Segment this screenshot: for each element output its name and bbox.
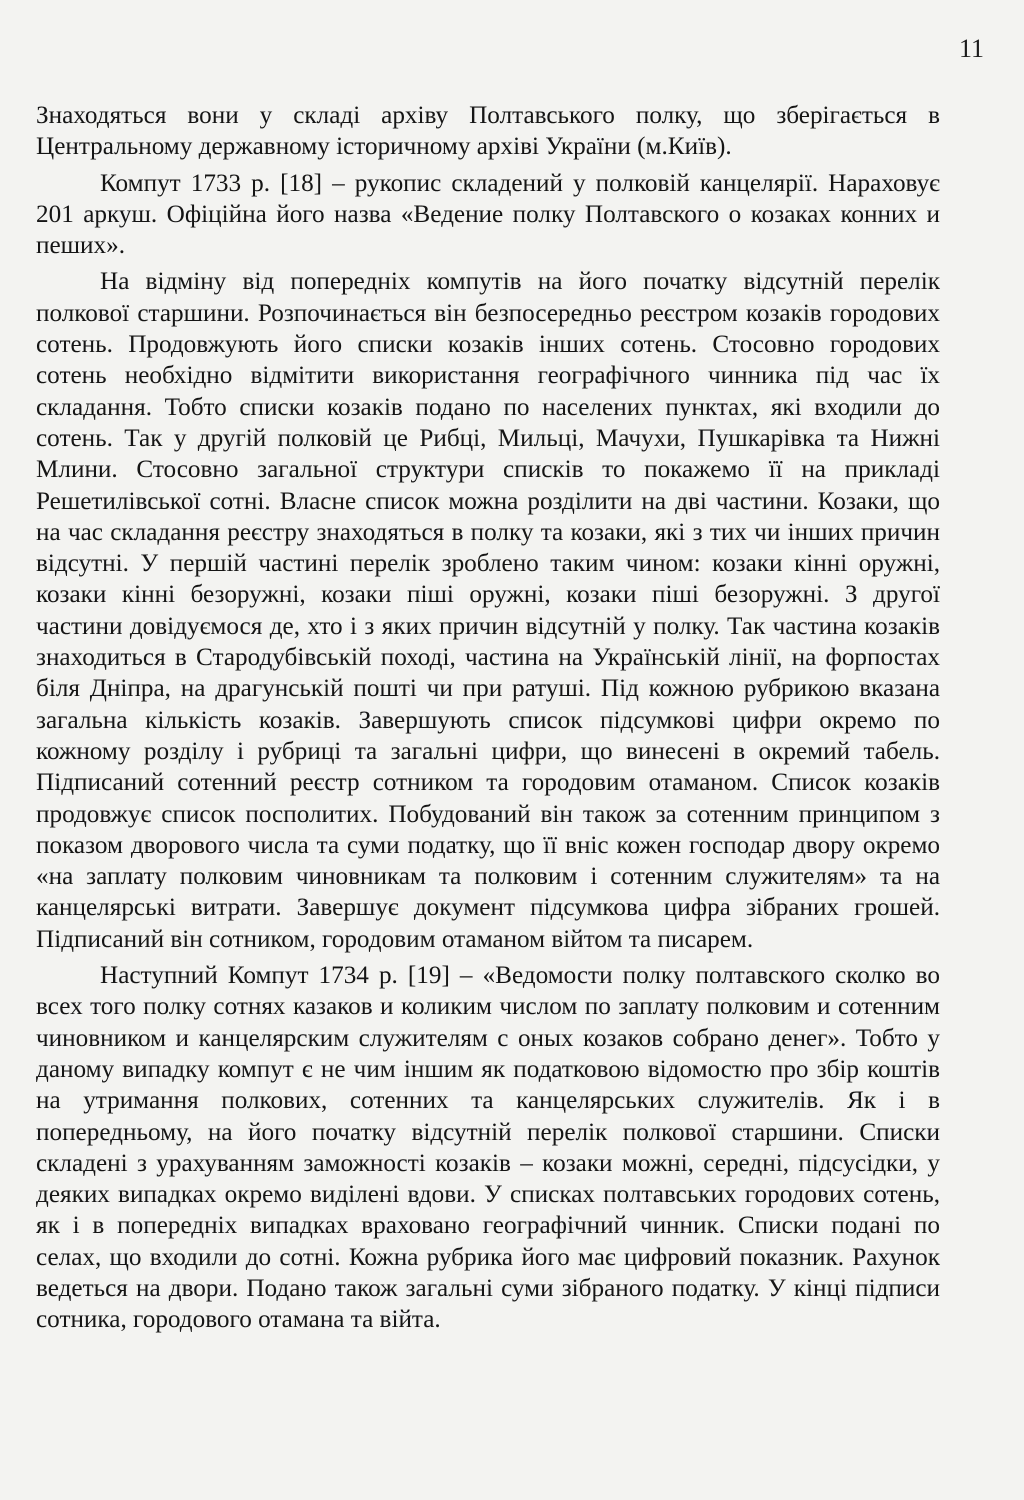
page-number: 11	[958, 34, 984, 63]
paragraph-archive-location: Знаходяться вони у складі архіву Полтавського полку, що зберігається в Центральному державному історичному архіві України (м.Київ).	[36, 102, 940, 161]
body-text	[36, 100, 940, 1336]
paragraph-kompyut-1733: Компут 1733 р. [18] – рукопис складений у полковій канцелярії. Нараховує 201 аркуш. Офіційна його назва «Ведение полку Полтавского о козаках конних и пеших».	[36, 169, 940, 260]
paragraph-kompyut-1734: Наступний Компут 1734 р. [19] – «Ведомости полку полтавского сколко во всех того полку сотнях казаков и коликим числом по заплату полковим и сотенним чиновником и канцелярским служителям с оных козаков собрано денег». Тобто у даному випадку компут є не чим іншим як податковою відомостю про збір коштів на утримання полкових, сотенних та канцелярських служителів. Як і в попередньому, на його початку відсутній перелік полкової старшини. Списки складені з урахуванням заможності козаків – козаки можні, середні, підсусідки, у деяких випадках окремо виділені вдови. У списках полтавських городових сотень, як і в попередніх випадках враховано географічний чинник. Списки подані по селах, що входили до сотні. Кожна рубрика його має цифровий показник. Рахунок ведеться на двори. Подано також загальні суми зібраного податку. У кінці підписи сотника, городового отамана та війта.	[36, 962, 940, 1334]
paragraph-kompyut-1733-structure: На відміну від попередніх компутів на його початку відсутній перелік полкової старшини. Розпочинається він безпосередньо реєстром козаків городових сотень. Продовжують його списки козаків інших сотень. Стосовно городових сотень необхідно відмітити використання географічного чинника під час їх складання. Тобто списки козаків подано по населених пунктах, які входили до сотень. Так у другій полковій це Рибці, Мильці, Мачухи, Пушкарівка та Нижні Млини. Стосовно загальної структури списків то покажемо її на прикладі Решетилівської сотні. Власне список можна розділити на дві частини. Козаки, що на час складання реєстру знаходяться в полку та козаки, які з тих чи інших причин відсутні. У першій частині перелік зроблено таким чином: козаки кінні оружні, козаки кінні безоружні, козаки піші оружні, козаки піші безоружні. З другої частини довідуємося де, хто і з яких причин відсутній у полку. Так частина козаків знаходиться в Стародубівській поході, частина на Українській лінії, на форпостах біля Дніпра, на драгунській пошті чи при ратуші. Під кожною рубрикою вказана загальна кількість козаків. Завершують список підсумкові цифри окремо по кожному розділу і рубриці та загальні цифри, що винесені в окремий табель. Підписаний сотенний реєстр сотником та городовим отаманом. Список козаків продовжує список посполитих. Побудований він також за сотенним принципом з показом дворового числа та суми податку, що її вніс кожен господар двору окремо «на заплату полковим чиновникам та полковим і сотенним служителям» та на канцелярські витрати. Завершує документ підсумкова цифра зібраних грошей. Підписаний він сотником, городовим отаманом війтом та писарем.	[36, 268, 940, 953]
